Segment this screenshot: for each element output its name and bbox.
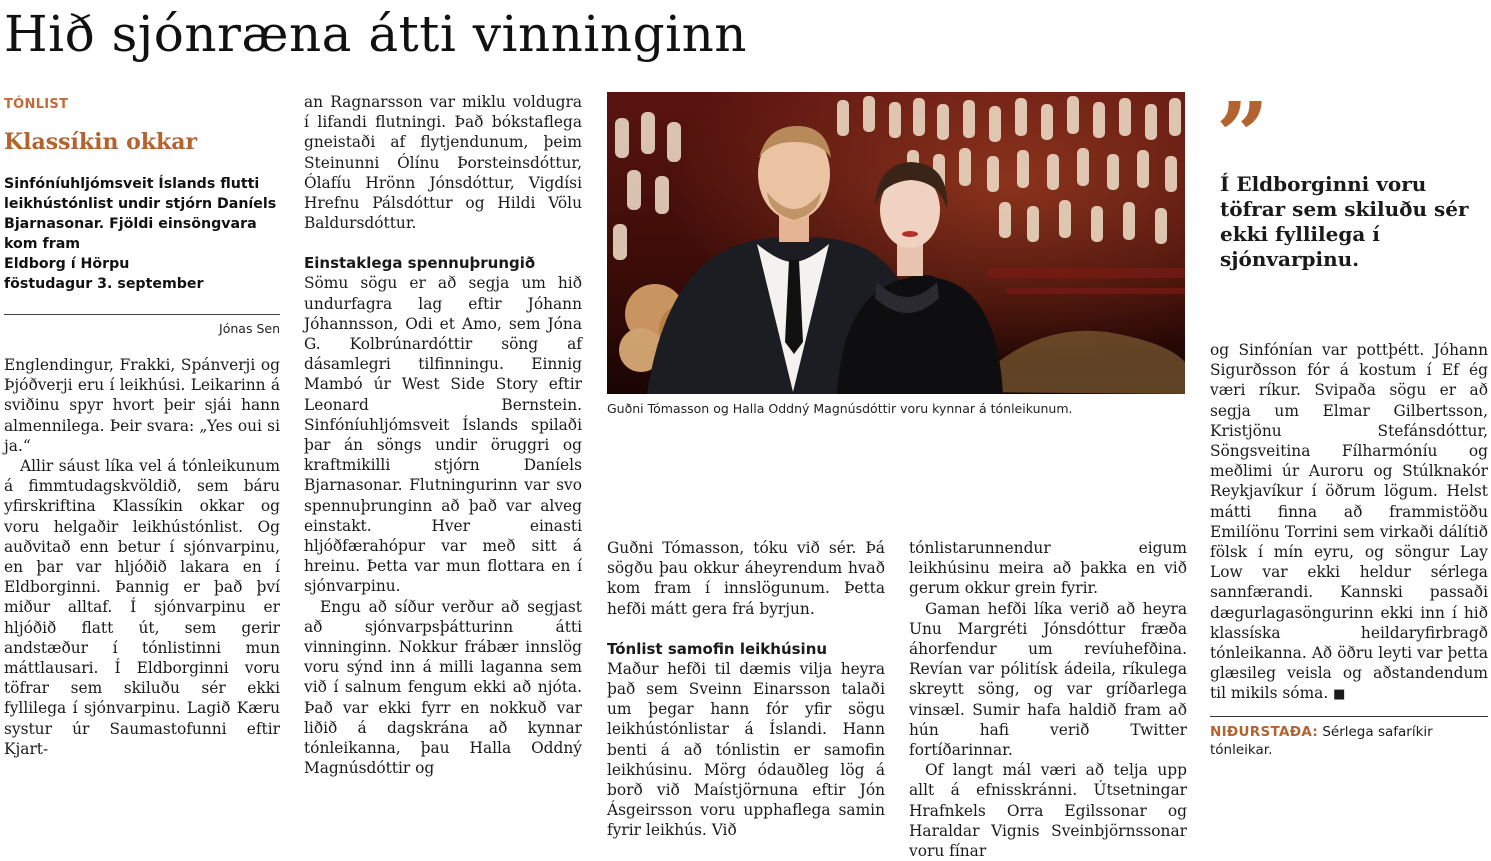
paragraph: Engu að síður verður að segjast að sjónvarpsþátturinn átti vinninginn. Nokkur frábær innslög voru sýnd inn á milli laganna sem við í salnum fengum ekki að njóta. Það var ekki fyrr en nokkuð var liðið á dagskrána að kynnar tónleikanna, þau Halla Oddný Magnúsdóttir og — [304, 597, 582, 778]
standfirst — [4, 174, 280, 294]
concert-photo — [607, 92, 1185, 394]
column-1-body — [4, 355, 280, 759]
verdict-label: NIÐURSTAÐA: — [1210, 723, 1319, 740]
column-1 — [4, 96, 280, 759]
standfirst-venue: Eldborg í Hörpu — [4, 256, 130, 272]
headline: Hið sjónræna átti vinninginn — [4, 5, 747, 63]
pull-quote: Í Eldborginni voru töfrar sem skiluðu sér ekki fyllilega í sjónvarpinu. — [1220, 172, 1469, 271]
byline: Jónas Sen — [219, 321, 280, 336]
standfirst-date: föstudagur 3. september — [4, 276, 204, 292]
paragraph: Of langt mál væri að telja upp allt á efnisskránni. Útsetningar Hrafnkels Orra Egilssonar og Haraldar Vignis Sveinbjörnssonar voru fínar — [909, 761, 1187, 861]
verdict-text: Sérlega safaríkir tónleikar. — [1210, 723, 1433, 758]
verdict — [1210, 723, 1488, 759]
paragraph: Allir sáust líka vel á tónleikunum á fimmtudagskvöldið, sem báru yfirskriftina Klassíkin okkar og voru helgaðir leikhústónlist. Og auðvitað enn betur í sjónvarpinu, en þar var hljóðið lakara en í Eldborginni. Þannig er það því miður alltaf. Í sjónvarpinu er hljóðið flatt út, sem gerir andstæður í tónlistinni mun máttlausari. Í Eldborginni voru töfrar sem skiluðu sér ekki fyllilega í sjónvarpinu. Lagið Kæru systur úr Saumastofunni eftir Kjart- — [4, 457, 280, 758]
review-title: Klassíkin okkar — [4, 129, 198, 155]
paragraph: tónlistarunnendur eigum leikhúsinu meira að þakka en við gerum okkur grein fyrir. — [909, 539, 1187, 598]
end-mark-icon: ■ — [1333, 687, 1346, 703]
paragraph: Maður hefði til dæmis vilja heyra það sem Sveinn Einarsson talaði um þegar hann fór yfir sögu leikhústónlistar á Íslandi. Hann benti á að tónlistin er samofin leikhúsinu. Mörg ódauðleg lög á borð við Maístjörnuna eftir Jón Ásgeirsson voru upphaflega samin fyrir leikhús. Við — [607, 659, 885, 840]
paragraph: an Ragnarsson var miklu voldugra í lifandi flutningi. Það bókstaflega gneistaði af flytjendunum, þeim Steinunni Ólínu Þorsteinsdóttur, Ólafíu Hrönn Jónsdóttur, Vigdísi Hrefnu Pálsdóttur og Hildi Völu Baldursdóttur. — [304, 93, 582, 233]
subheading: Tónlist samofin leikhúsinu — [607, 639, 828, 658]
concert-photo-illustration — [607, 92, 1185, 394]
verdict-divider — [1210, 716, 1488, 717]
byline-divider — [4, 314, 280, 315]
column-5 — [1210, 340, 1488, 759]
section-kicker: TÓNLIST — [4, 97, 69, 112]
paragraph — [1210, 340, 1488, 706]
paragraph: Englendingur, Frakki, Spánverji og Þjóðverji eru í leikhúsi. Leikarinn á sviðinu spyr hvort þeir sjái hann almennilega. Þeir svara: „Yes oui si ja.“ — [4, 356, 280, 455]
paragraph: Sömu sögu er að segja um hið undurfagra lag eftir Jóhann Jóhannsson, Odi et Amo, sem Jóna G. Kolbrúnardóttir söng af dásamlegri tilfinningu. Einnig Mambó úr West Side Story eftir Leonard Bernstein. Sinfóníuhljómsveit Íslands spilaði þar án söngs undir öruggri og kraftmikilli stjórn Daníels Bjarnasonar. Flutningurinn var svo spennuþrunginn að það var alveg einstakt. Hver einasti hljóðfærahópur var með sitt á hreinu. Þetta var mun flottara en í sjónvarpinu. — [304, 274, 582, 596]
paragraph-text: og Sinfónían var pottþétt. Jóhann Sigurðsson fór á kostum í Ef ég væri ríkur. Svipaða sögu er að segja um Elmar Gilbertsson, Kristjönu Stefánsdóttur, Söngsveitina Fílharmóníu og meðlimi úr Auroru og Stúlknakór Reykjavíkur í öðrum lögum. Helst mátti finna að frammistöðu Emilíönu Torrini sem virkaði dálítið fölsk í mín eyru, og söngur Lay Low var ekki heldur sérlega sannfærandi. Kannski passaði dægurlagasöngurinn ekki inn í hið klassíska heildaryfirbragð tónleikanna. Að öðru leyti var þetta glæsileg veisla og aðstandendum til mikils sóma. — [1210, 341, 1488, 703]
subheading: Einstaklega spennuþrungið — [304, 254, 536, 273]
column-3 — [607, 538, 885, 841]
paragraph: Guðni Tómasson, tóku við sér. Þá sögðu þau okkur áheyrendum hvað kom fram í innslögunum. Þetta hefði mátt gera frá byrjun. — [607, 539, 885, 618]
column-4 — [909, 538, 1187, 861]
quote-mark-icon: ” — [1216, 82, 1269, 190]
photo-caption: Guðni Tómasson og Halla Oddný Magnúsdóttir voru kynnar á tónleikunum. — [607, 401, 1073, 416]
standfirst-summary: Sinfóníuhljómsveit Íslands flutti leikhústónlist undir stjórn Daníels Bjarnasonar. Fjöldi einsöngvara kom fram — [4, 176, 277, 252]
paragraph: Gaman hefði líka verið að heyra Unu Margréti Jónsdóttur fræða áhorfendur um revíuhefðina. Revían var pólitísk ádeila, ríkulega skreytt söng, og var gríðarlega vinsæl. Sumir hafa haldið fram að hún hafi verið Twitter fortíðarinnar. — [909, 599, 1187, 760]
column-2 — [304, 92, 582, 779]
